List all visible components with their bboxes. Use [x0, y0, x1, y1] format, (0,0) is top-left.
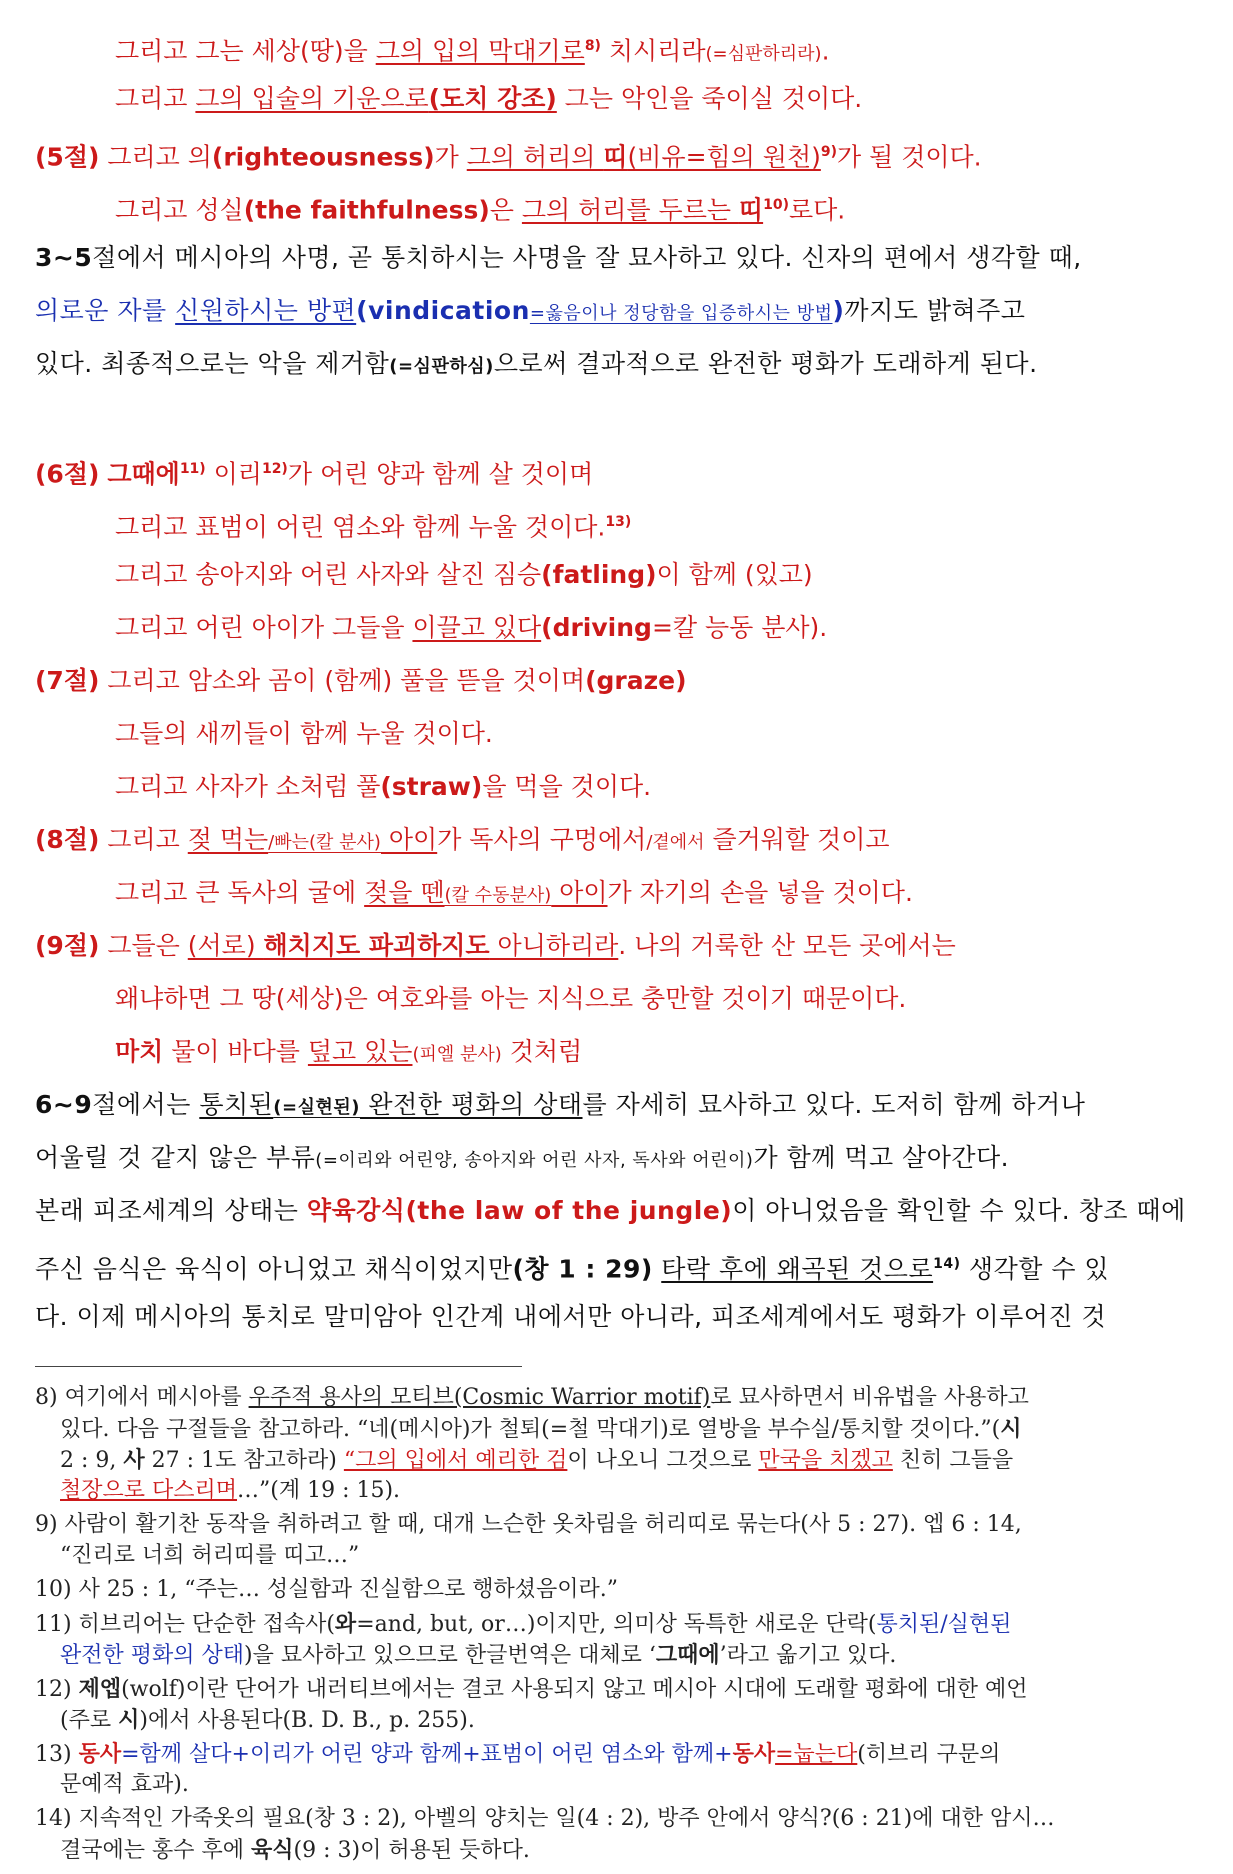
- text: 생각할 수 있: [960, 1254, 1110, 1284]
- footnote-11-line-2: [60, 1640, 896, 1671]
- english-gloss: (graze): [585, 666, 687, 695]
- text: 이 나오니 그것으로: [567, 1448, 759, 1473]
- text: 그들은: [99, 931, 188, 960]
- text: (주로: [60, 1708, 119, 1733]
- text: 그리고 의: [99, 142, 212, 172]
- underlined-phrase: 우주적 용사의 모티브(Cosmic Warrior motif): [248, 1385, 711, 1410]
- verse-9-line-3: [115, 1032, 582, 1075]
- blue-phrase: 완전한 평화의 상태: [60, 1643, 245, 1668]
- quote-highlight: 철장으로 다스리며: [60, 1478, 238, 1503]
- footnote-13-line-2: [60, 1770, 189, 1800]
- text: 그리고 성실: [115, 195, 244, 225]
- text: 11) 히브리어는 단순한 접속사(: [35, 1612, 335, 1637]
- text: 문예적 효과).: [60, 1772, 189, 1797]
- grammar-note: (칼 분사): [309, 832, 381, 853]
- gloss: (=심판하심): [389, 356, 494, 377]
- text: 로 묘사하면서 비유법을 사용하고: [710, 1385, 1029, 1410]
- footnote-ref-13[interactable]: 13): [605, 514, 632, 530]
- text: 가 함께 먹고 살아간다.: [753, 1143, 1010, 1172]
- verse-number: (8절): [35, 825, 100, 854]
- gloss: (=심판하리라): [705, 43, 822, 65]
- footnote-9-line-1: [35, 1510, 1022, 1540]
- text: 그리고: [115, 84, 196, 113]
- text: 즐거워할 것이고: [704, 825, 890, 854]
- emphasis-word: 마치: [115, 1037, 164, 1066]
- footnote-12-line-2: [60, 1705, 475, 1736]
- verse-4-line-4: [115, 79, 862, 119]
- underlined-phrase: 그의 허리의: [466, 142, 604, 172]
- verse-7-line-3: [115, 767, 651, 807]
- footnote-ref-9[interactable]: 9): [820, 144, 837, 160]
- footnote-divider: [35, 1366, 522, 1367]
- text: 이 함께 (있고): [656, 560, 813, 589]
- text: 치시리라: [600, 36, 706, 66]
- text: (히브리 구문의: [857, 1742, 1001, 1767]
- text: 결국에는 홍수 후에: [60, 1838, 251, 1863]
- text: (9 : 3)이 허용된 듯하다.: [293, 1838, 530, 1863]
- blue-phrase: 통치된/실현된: [876, 1612, 1012, 1637]
- verse-9-line-2: [115, 979, 906, 1019]
- text: 다. 이제 메시아의 통치로 말미암아 인간계 내에서만 아니라, 피조세계에서도 평화가 이루어진 것: [35, 1302, 1107, 1331]
- text: 14) 지속적인 가죽옷의 필요(창 3 : 2), 아벨의 양치는 일(4 : 2), 방주 안에서 양식?(6 : 21)에 대한 암시…: [35, 1806, 1055, 1831]
- blue-phrase: =함께 살다+이리가 어린 양과 함께+표범이 어린 염소와 함께+: [121, 1742, 733, 1767]
- text: “진리로 너희 허리띠를 띠고…”: [60, 1543, 360, 1568]
- verse-9-line-1: [35, 926, 956, 966]
- verse-6-line-3: [115, 555, 813, 595]
- text: 그리고: [99, 825, 188, 854]
- text: 27 : 1도 참고하라): [144, 1448, 344, 1473]
- text: 가 자기의 손을 넣을 것이다.: [607, 878, 913, 907]
- text: 주신 음식은 육식이 아니었고 채식이었지만: [35, 1254, 513, 1284]
- footnote-8-line-2: [60, 1414, 1022, 1445]
- text: 13): [35, 1742, 79, 1767]
- footnote-ref-11[interactable]: 11): [179, 461, 206, 477]
- emphasis-word: 그때에: [107, 459, 180, 489]
- text: 그리고 사자가 소처럼 풀: [115, 772, 381, 801]
- footnote-14-line-2: [60, 1835, 530, 1866]
- text: 왜냐하면 그 땅(세상)은 여호와를 아는 지식으로 충만할 것이기 때문이다.: [115, 984, 907, 1013]
- text: 의로운 자를: [35, 296, 176, 325]
- verse-range: 6~9: [35, 1090, 93, 1119]
- emphasis-word: 육식: [251, 1837, 294, 1863]
- text: 그들의 새끼들이 함께 누울 것이다.: [115, 719, 493, 748]
- english-gloss: (driving: [541, 613, 652, 642]
- underlined-phrase: 젖 먹는: [187, 825, 269, 854]
- emphasis-phrase: 약육강식: [306, 1196, 406, 1225]
- hebrew-term: 제엡: [78, 1676, 122, 1702]
- commentary-1-line-2: [35, 291, 1025, 334]
- text: 본래 피조세계의 상태는: [35, 1196, 307, 1225]
- emphasis-word: 띠: [603, 142, 628, 172]
- underlined-phrase: 완전한 평화의 상태: [359, 1090, 583, 1119]
- text: 까지도 밝혀주고: [844, 296, 1026, 325]
- text: 를 자세히 묘사하고 있다. 도저히 함께 하거나: [582, 1090, 1086, 1119]
- text: 가: [434, 142, 467, 172]
- emphasis-word: 띠: [738, 195, 764, 225]
- text: 그는 악인을 죽이실 것이다.: [556, 84, 863, 113]
- text: 가 어린 양과 함께 살 것이며: [287, 459, 594, 489]
- commentary-1-line-3: [35, 344, 1038, 387]
- text: 물이 바다를: [163, 1037, 308, 1066]
- underlined-phrase: 그의 입술의 기운으로: [195, 84, 429, 113]
- text: =and, but, or…)이지만, 의미상 독특한 새로운 단락(: [356, 1612, 877, 1637]
- commentary-2-line-5: [35, 1297, 1106, 1337]
- text: 그리고 어린 아이가 그들을: [115, 613, 413, 642]
- text: 절에서는: [92, 1090, 200, 1119]
- text: 있다. 최종적으로는 악을 제거함: [35, 349, 390, 378]
- text: )을 묘사하고 있으므로 한글번역은 대체로 ‘: [244, 1643, 656, 1668]
- quote-highlight: =눕는다: [775, 1742, 858, 1767]
- english-gloss: (straw): [380, 772, 483, 801]
- footnote-8-line-4: [60, 1476, 400, 1506]
- footnote-11-line-1: [35, 1609, 1011, 1640]
- english-gloss: (fatling): [541, 560, 657, 589]
- commentary-2-line-3: [35, 1191, 1186, 1231]
- verse-6-line-2: [115, 502, 631, 547]
- verse-6-line-4: [115, 608, 827, 648]
- text: )에서 사용된다(B. D. B., p. 255).: [139, 1708, 475, 1733]
- text: ): [832, 296, 845, 325]
- english-gloss: (righteousness): [211, 142, 435, 172]
- underlined-phrase: 아이: [380, 825, 438, 854]
- english-gloss: (the law of the jungle): [405, 1196, 733, 1225]
- emphasis-word: 동사: [732, 1741, 776, 1767]
- footnote-10-line-1: [35, 1575, 618, 1605]
- book-abbr: 시: [118, 1707, 140, 1733]
- text: 이 아니었음을 확인할 수 있다. 창조 때에: [732, 1196, 1186, 1225]
- text: ’라고 옮기고 있다.: [719, 1643, 897, 1668]
- underlined-phrase: (서로): [187, 931, 264, 960]
- text: 9) 사람이 활기찬 동작을 취하려고 할 때, 대개 느슨한 옷차림을 허리띠로 묶는다(사 5 : 27). 엡 6 : 14,: [35, 1512, 1022, 1537]
- footnote-8-line-1: [35, 1383, 1029, 1413]
- quote-highlight: 만국을 치겠고: [758, 1448, 893, 1473]
- underlined-phrase: 아이: [551, 878, 608, 907]
- underlined-phrase: 그의 허리를 두르는: [521, 195, 739, 225]
- verse-7-line-1: [35, 661, 687, 701]
- verse-number: (5절): [35, 142, 100, 172]
- text: 있다. 다음 구절들을 참고하라. “네(메시아)가 철퇴(=철 막대기)로 열방을 부수실/통치할 것이다.”(: [60, 1417, 1001, 1442]
- emphasis-note: (도치 강조): [428, 84, 557, 113]
- verse-number: (6절): [35, 459, 100, 489]
- text: 것처럼: [501, 1037, 583, 1066]
- text: 친히 그들을: [892, 1448, 1014, 1473]
- gloss: /빠는: [268, 832, 310, 853]
- text: .: [821, 36, 830, 66]
- scripture-ref[interactable]: (창 1 : 29): [512, 1254, 653, 1284]
- underlined-phrase: 아니하리라: [489, 931, 619, 960]
- grammar-note: (칼 수동분사): [444, 885, 552, 906]
- verse-8-line-2: [115, 873, 913, 916]
- commentary-2-line-2: [35, 1138, 1009, 1181]
- footnote-ref-8[interactable]: 8): [584, 38, 601, 54]
- emphasis-word: 그때에: [655, 1642, 720, 1668]
- text: 그리고 큰 독사의 굴에: [115, 878, 365, 907]
- text: .: [819, 613, 828, 642]
- underlined-phrase: 통치된: [199, 1090, 274, 1119]
- text: 가 독사의 구멍에서: [437, 825, 647, 854]
- verse-5-line-2: [115, 185, 845, 230]
- commentary-1-line-1: [35, 238, 1082, 278]
- footnote-ref-14[interactable]: 14): [933, 1256, 961, 1272]
- emphasis-phrase: 해치지도 파괴하지도: [263, 931, 490, 960]
- quote-highlight: “그의 입에서 예리한 검: [343, 1448, 568, 1473]
- text: 2 : 9,: [60, 1448, 124, 1473]
- underlined-phrase: 이끌고 있다: [412, 613, 542, 642]
- text: 이리: [205, 459, 262, 489]
- book-abbr: 시: [1000, 1416, 1022, 1442]
- text: (wolf)이란 단어가 내러티브에서는 결코 사용되지 않고 메시아 시대에 도래할 평화에 대한 예언: [121, 1677, 1028, 1702]
- verse-5-line-1: [35, 132, 982, 177]
- text: 을 먹을 것이다.: [482, 772, 652, 801]
- text: 그리고 암소와 곰이 (함께) 풀을 뜯을 것이며: [99, 666, 586, 695]
- gloss: =칼 능동 분사): [651, 613, 820, 642]
- verse-range: 3~5: [35, 243, 93, 272]
- hebrew-term: 와: [334, 1611, 357, 1637]
- text: 로다.: [789, 195, 846, 225]
- footnote-13-line-1: [35, 1739, 1000, 1770]
- underlined-phrase: 신원하시는 방편: [175, 296, 357, 325]
- underlined-phrase: 덮고 있는: [307, 1037, 413, 1066]
- underlined-phrase: 타락 후에 왜곡된 것으로: [661, 1254, 934, 1284]
- text: [653, 1254, 661, 1283]
- emphasis-word: 동사: [78, 1741, 122, 1767]
- verse-7-line-2: [115, 714, 493, 754]
- text: . 나의 거룩한 산 모든 곳에서는: [618, 931, 956, 960]
- text: 그리고 송아지와 어린 사자와 살진 짐승: [115, 560, 542, 589]
- text: 10) 사 25 : 1, “주는… 성실함과 진실함으로 행하셨음이라.”: [35, 1577, 618, 1602]
- underlined-phrase: 그의 입의 막대기로: [375, 36, 585, 66]
- underlined-phrase: 젖을 뗀: [364, 878, 445, 907]
- verse-4-line-3: [115, 26, 830, 74]
- commentary-2-line-4: [35, 1244, 1109, 1289]
- verse-6-line-1: [35, 449, 593, 494]
- footnote-12-line-1: [35, 1674, 1028, 1705]
- text: 가 될 것이다.: [837, 142, 982, 172]
- gloss: /곁에서: [646, 832, 705, 853]
- footnote-14-line-1: [35, 1804, 1055, 1834]
- text: 12): [35, 1677, 79, 1702]
- verse-number: (7절): [35, 666, 100, 695]
- text: 그리고 표범이 어린 염소와 함께 누울 것이다.: [115, 512, 606, 542]
- grammar-note: (피엘 분사): [412, 1044, 502, 1065]
- gloss: (=실현된): [273, 1097, 360, 1118]
- footnote-ref-12[interactable]: 12): [261, 461, 288, 477]
- text: 으로써 결과적으로 완전한 평화가 도래하게 된다.: [493, 349, 1038, 378]
- gloss: (비유=힘의 원천): [627, 142, 821, 172]
- footnote-9-line-2: [60, 1541, 359, 1571]
- text: 어울릴 것 같지 않은 부류: [35, 1143, 316, 1172]
- english-gloss: (the faithfulness): [243, 195, 490, 225]
- text: 절에서 메시아의 사명, 곧 통치하시는 사명을 잘 묘사하고 있다. 신자의 편에서 생각할 때,: [92, 243, 1082, 272]
- footnote-ref-10[interactable]: 10): [763, 197, 789, 213]
- english-gloss: (vindication: [356, 296, 530, 325]
- book-abbr: 사: [123, 1447, 145, 1473]
- verse-number: (9절): [35, 931, 100, 960]
- text: …”(계 19 : 15).: [237, 1478, 401, 1503]
- text: 8) 여기에서 메시아를: [35, 1385, 249, 1410]
- text: 그리고 그는 세상(땅)을: [115, 36, 376, 66]
- gloss: =옳음이나 정당함을 입증하시는 방법: [529, 303, 833, 324]
- footnote-8-line-3: [60, 1445, 1013, 1476]
- verse-8-line-1: [35, 820, 890, 863]
- gloss: (=이리와 어린양, 송아지와 어린 사자, 독사와 어린이): [315, 1150, 754, 1171]
- text: 은: [489, 195, 522, 225]
- commentary-2-line-1: [35, 1085, 1085, 1128]
